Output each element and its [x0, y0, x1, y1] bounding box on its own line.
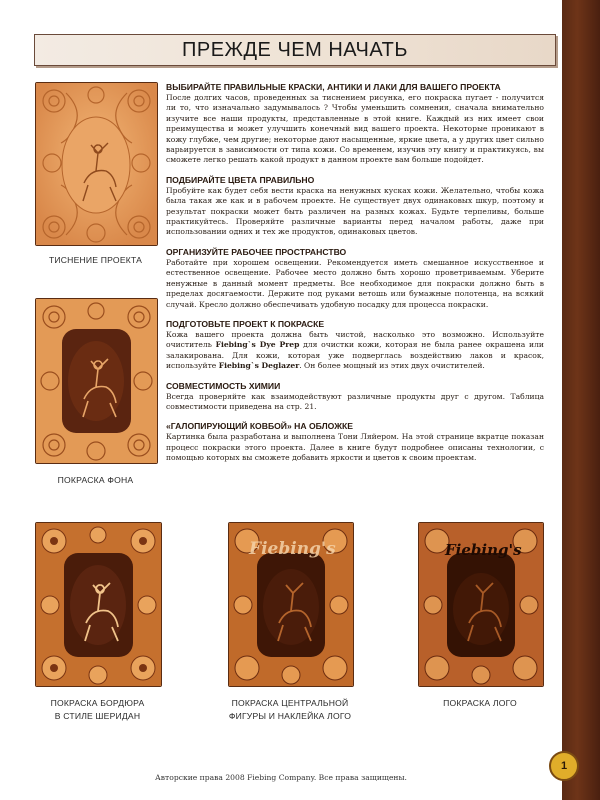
- caption-background-dye: ПОКРАСКА ФОНА: [57, 475, 134, 485]
- fiebings-logo: Fiebing's: [249, 539, 336, 559]
- image-tooling: [35, 82, 158, 246]
- text-run: Кожа вашего проекта должна быть чистой, насколько это возможно. Используйте очиститель: [166, 329, 544, 350]
- caption-line: ПОКРАСКА ЦЕНТРАЛЬНОЙ: [231, 698, 349, 708]
- image-center-figure-dye: [228, 522, 354, 687]
- product-name: Fiebing`s Dye Prep: [215, 340, 300, 350]
- section-heading: ОРГАНИЗУЙТЕ РАБОЧЕЕ ПРОСТРАНСТВО: [166, 246, 347, 257]
- caption-line: В СТИЛЕ ШЕРИДАН: [54, 711, 141, 721]
- section-choose-products: [166, 82, 544, 166]
- title-banner: [34, 34, 556, 66]
- product-name: Fiebing`s Deglazer: [218, 361, 300, 371]
- section-cover-cowboy: [166, 421, 544, 463]
- text-run: для очистки кожи, которая не была ранее окрашена или залакирована. Для кожи, которая уже подверглась воздействию лаков и красок, используйте: [166, 340, 544, 371]
- instructions-column: [166, 82, 544, 473]
- section-heading: СОВМЕСТИМОСТЬ ХИМИИ: [166, 380, 281, 391]
- section-workspace: [166, 247, 544, 310]
- section-choose-colors: [166, 175, 544, 238]
- copyright-footer: Авторские права 2008 Fiebing Company. Все права защищены.: [155, 773, 407, 782]
- fiebings-logo: Fiebing's: [445, 541, 522, 559]
- image-border-dye: [35, 522, 162, 687]
- section-text: После долгих часов, проведенных за тиснением рисунка, его покраска пугает - получится ли то, что изначально задумывалось ? Чтобы уменьшить сомнения, сначала внимательно изучите все наши продукты, представленные в этой книге. Каждый из них имеет свои преимущества и может улучшить конечный вид вашего проекта. Некоторые проникают в кожу глубже, чем другие; некоторые дают насыщенные, яркие цвета, а у других цвет сильно варьируется в зависимости от типа кожи. Со временем, изучив эту книгу и практикуясь, вы сможете легко решать какой продукт в данном проекте вам больше подойдет.: [166, 93, 544, 165]
- section-heading: ПОДГОТОВЬТЕ ПРОЕКТ К ПОКРАСКЕ: [166, 318, 325, 329]
- text-run: . Он более мощный из этих двух очистителей.: [299, 361, 485, 371]
- section-heading: ПОДБИРАЙТЕ ЦВЕТА ПРАВИЛЬНО: [166, 174, 315, 185]
- caption-border-dye: [30, 697, 165, 723]
- page-title: ПРЕЖДЕ ЧЕМ НАЧАТЬ: [181, 38, 409, 61]
- section-text: [166, 330, 544, 372]
- section-prepare-project: [166, 319, 544, 372]
- image-logo-dye: [418, 522, 544, 687]
- caption-logo-dye: ПОКРАСКА ЛОГО: [443, 698, 517, 708]
- image-background-dye: [35, 298, 158, 464]
- section-text: Пробуйте как будет себя вести краска на ненужных кусках кожи. Желательно, чтобы кожа была такая же как и в рабочем проекте. Не существует двух одинаковых шкур, поэтому и результат покраски может быть различен на разных кожах. Будьте терпеливы, больше практикуйтесь. Проверяйте различные варианты перед началом работы, даже при использовании одних и тех же продуктов, одинаковых цветов.: [166, 185, 544, 237]
- page-number: 1: [549, 751, 579, 781]
- section-text: Работайте при хорошем освещении. Рекомендуется иметь смешанное искусственное и естественное освещение. Рабочее место должно быть хорошо проветриваемым. Уберите ненужные в данный момент предметы. Все необходимое для покраски должно быть в пределах досягаемости. Держите под руками ветошь или бумажные полотенца, на всякий случай. Кресло должно обеспечивать удобную посадку для процесса покраски.: [166, 257, 544, 309]
- section-heading: ВЫБИРАЙТЕ ПРАВИЛЬНЫЕ КРАСКИ, АНТИКИ И ЛАКИ ДЛЯ ВАШЕГО ПРОЕКТА: [166, 82, 501, 92]
- caption-line: ФИГУРЫ И НАКЛЕЙКА ЛОГО: [228, 711, 352, 721]
- caption-line: ПОКРАСКА БОРДЮРА: [50, 698, 145, 708]
- caption-center-figure-dye: [218, 697, 362, 723]
- section-chemistry: [166, 381, 544, 413]
- side-bar: [562, 0, 600, 800]
- section-text: Картинка была разработана и выполнена Тони Ляйером. На этой странице вкратце показан процесс покраски этого проекта. Далее в книге будут подробнее описаны технологии, с помощью которых вы сможете добавить яркости и цветов к своим проектам.: [166, 432, 544, 463]
- section-heading: «ГАЛОПИРУЮЩИЙ КОВБОЙ» НА ОБЛОЖКЕ: [166, 421, 353, 432]
- section-text: Всегда проверяйте как взаимодействуют различные продукты друг с другом. Таблица совместимости приведена на стр. 21.: [166, 391, 544, 411]
- caption-tooling: ТИСНЕНИЕ ПРОЕКТА: [48, 255, 143, 265]
